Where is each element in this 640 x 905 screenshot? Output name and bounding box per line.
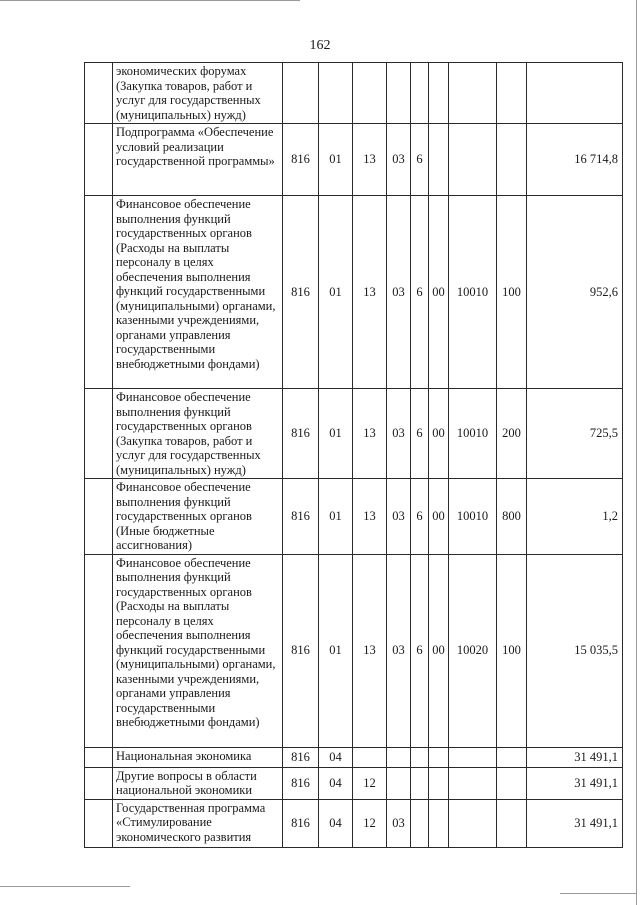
ministry-code-cell: 816 <box>283 124 319 196</box>
table-row <box>85 63 623 124</box>
section-code-cell: 01 <box>319 196 353 389</box>
index-cell <box>85 799 113 847</box>
scan-edge-bottom-right <box>560 893 636 894</box>
expense-name-cell: Финансовое обеспечение выполнения функций государственных органов (Закупка товаров, работ и услуг для государственных (муниципальных) нужд) <box>113 389 283 479</box>
subsection-code-cell <box>353 63 387 124</box>
section-code-cell: 04 <box>319 747 353 767</box>
scan-edge-right <box>636 0 637 905</box>
amount-cell: 952,6 <box>527 196 623 389</box>
direction-code-cell <box>429 799 449 847</box>
expense-name-cell: Подпрограмма «Обеспечение условий реализации государственной программы» <box>113 124 283 196</box>
expense-type-cell <box>497 747 527 767</box>
program-code-cell <box>387 747 411 767</box>
subsection-code-cell: 13 <box>353 124 387 196</box>
direction-number-cell <box>449 767 497 799</box>
subprogram-code-cell: 6 <box>411 124 429 196</box>
subsection-code-cell: 13 <box>353 196 387 389</box>
program-code-cell: 03 <box>387 799 411 847</box>
section-code-cell <box>319 63 353 124</box>
expense-type-cell: 100 <box>497 554 527 747</box>
direction-code-cell <box>429 767 449 799</box>
direction-code-cell <box>429 747 449 767</box>
amount-cell: 725,5 <box>527 389 623 479</box>
direction-code-cell: 00 <box>429 196 449 389</box>
subprogram-code-cell: 6 <box>411 479 429 555</box>
table-row <box>85 554 623 747</box>
scan-edge-top <box>0 0 300 1</box>
program-code-cell <box>387 767 411 799</box>
section-code-cell: 04 <box>319 799 353 847</box>
budget-table <box>84 62 623 848</box>
ministry-code-cell: 816 <box>283 389 319 479</box>
expense-name-cell: Государственная программа «Стимулирование экономического развития <box>113 799 283 847</box>
index-cell <box>85 554 113 747</box>
table-row <box>85 767 623 799</box>
expense-type-cell: 100 <box>497 196 527 389</box>
subprogram-code-cell <box>411 767 429 799</box>
expense-name-cell: Финансовое обеспечение выполнения функций государственных органов (Расходы на выплаты персоналу в целях обеспечения выполнения функций государственными (муниципальными) органами, казенными учреждениями, органами управления государственными внебюджетными фондами) <box>113 196 283 389</box>
ministry-code-cell: 816 <box>283 554 319 747</box>
subprogram-code-cell <box>411 747 429 767</box>
expense-type-cell <box>497 124 527 196</box>
index-cell <box>85 747 113 767</box>
subprogram-code-cell <box>411 63 429 124</box>
direction-code-cell: 00 <box>429 554 449 747</box>
subprogram-code-cell: 6 <box>411 389 429 479</box>
amount-cell: 16 714,8 <box>527 124 623 196</box>
ministry-code-cell: 816 <box>283 799 319 847</box>
amount-cell: 31 491,1 <box>527 747 623 767</box>
table-row <box>85 479 623 555</box>
section-code-cell: 01 <box>319 389 353 479</box>
ministry-code-cell: 816 <box>283 479 319 555</box>
index-cell <box>85 389 113 479</box>
ministry-code-cell <box>283 63 319 124</box>
program-code-cell <box>387 63 411 124</box>
index-cell <box>85 479 113 555</box>
direction-number-cell <box>449 799 497 847</box>
expense-name-cell: Национальная экономика <box>113 747 283 767</box>
section-code-cell: 01 <box>319 554 353 747</box>
expense-type-cell <box>497 767 527 799</box>
subsection-code-cell: 12 <box>353 799 387 847</box>
amount-cell: 15 035,5 <box>527 554 623 747</box>
index-cell <box>85 196 113 389</box>
table-row <box>85 389 623 479</box>
direction-code-cell: 00 <box>429 479 449 555</box>
table-row <box>85 196 623 389</box>
expense-type-cell: 200 <box>497 389 527 479</box>
table-row <box>85 124 623 196</box>
subprogram-code-cell: 6 <box>411 554 429 747</box>
expense-type-cell: 800 <box>497 479 527 555</box>
expense-type-cell <box>497 63 527 124</box>
subsection-code-cell: 13 <box>353 389 387 479</box>
index-cell <box>85 63 113 124</box>
table-row <box>85 747 623 767</box>
subsection-code-cell: 12 <box>353 767 387 799</box>
program-code-cell: 03 <box>387 389 411 479</box>
program-code-cell: 03 <box>387 124 411 196</box>
section-code-cell: 01 <box>319 124 353 196</box>
direction-number-cell: 10010 <box>449 196 497 389</box>
direction-number-cell: 10010 <box>449 389 497 479</box>
amount-cell <box>527 63 623 124</box>
direction-number-cell <box>449 63 497 124</box>
subsection-code-cell: 13 <box>353 554 387 747</box>
direction-code-cell <box>429 63 449 124</box>
ministry-code-cell: 816 <box>283 767 319 799</box>
subsection-code-cell <box>353 747 387 767</box>
direction-code-cell <box>429 124 449 196</box>
amount-cell: 31 491,1 <box>527 767 623 799</box>
direction-number-cell <box>449 124 497 196</box>
section-code-cell: 01 <box>319 479 353 555</box>
direction-number-cell: 10010 <box>449 479 497 555</box>
expense-name-cell: Финансовое обеспечение выполнения функций государственных органов (Расходы на выплаты персоналу в целях обеспечения выполнения функций государственными (муниципальными) органами, казенными учреждениями, органами управления государственными внебюджетными фондами) <box>113 554 283 747</box>
expense-name-cell: Финансовое обеспечение выполнения функций государственных органов (Иные бюджетные ассигнования) <box>113 479 283 555</box>
index-cell <box>85 767 113 799</box>
amount-cell: 31 491,1 <box>527 799 623 847</box>
program-code-cell: 03 <box>387 479 411 555</box>
subprogram-code-cell: 6 <box>411 196 429 389</box>
ministry-code-cell: 816 <box>283 196 319 389</box>
expense-name-cell: экономических форумах (Закупка товаров, работ и услуг для государственных (муниципальных) нужд) <box>113 63 283 124</box>
index-cell <box>85 124 113 196</box>
expense-type-cell <box>497 799 527 847</box>
expense-name-cell: Другие вопросы в области национальной экономики <box>113 767 283 799</box>
table-row <box>85 799 623 847</box>
section-code-cell: 04 <box>319 767 353 799</box>
amount-cell: 1,2 <box>527 479 623 555</box>
direction-code-cell: 00 <box>429 389 449 479</box>
program-code-cell: 03 <box>387 196 411 389</box>
direction-number-cell: 10020 <box>449 554 497 747</box>
page-number: 162 <box>309 38 331 53</box>
subsection-code-cell: 13 <box>353 479 387 555</box>
subprogram-code-cell <box>411 799 429 847</box>
scan-edge-bottom-left <box>0 886 130 887</box>
program-code-cell: 03 <box>387 554 411 747</box>
direction-number-cell <box>449 747 497 767</box>
ministry-code-cell: 816 <box>283 747 319 767</box>
table-body <box>85 63 623 848</box>
